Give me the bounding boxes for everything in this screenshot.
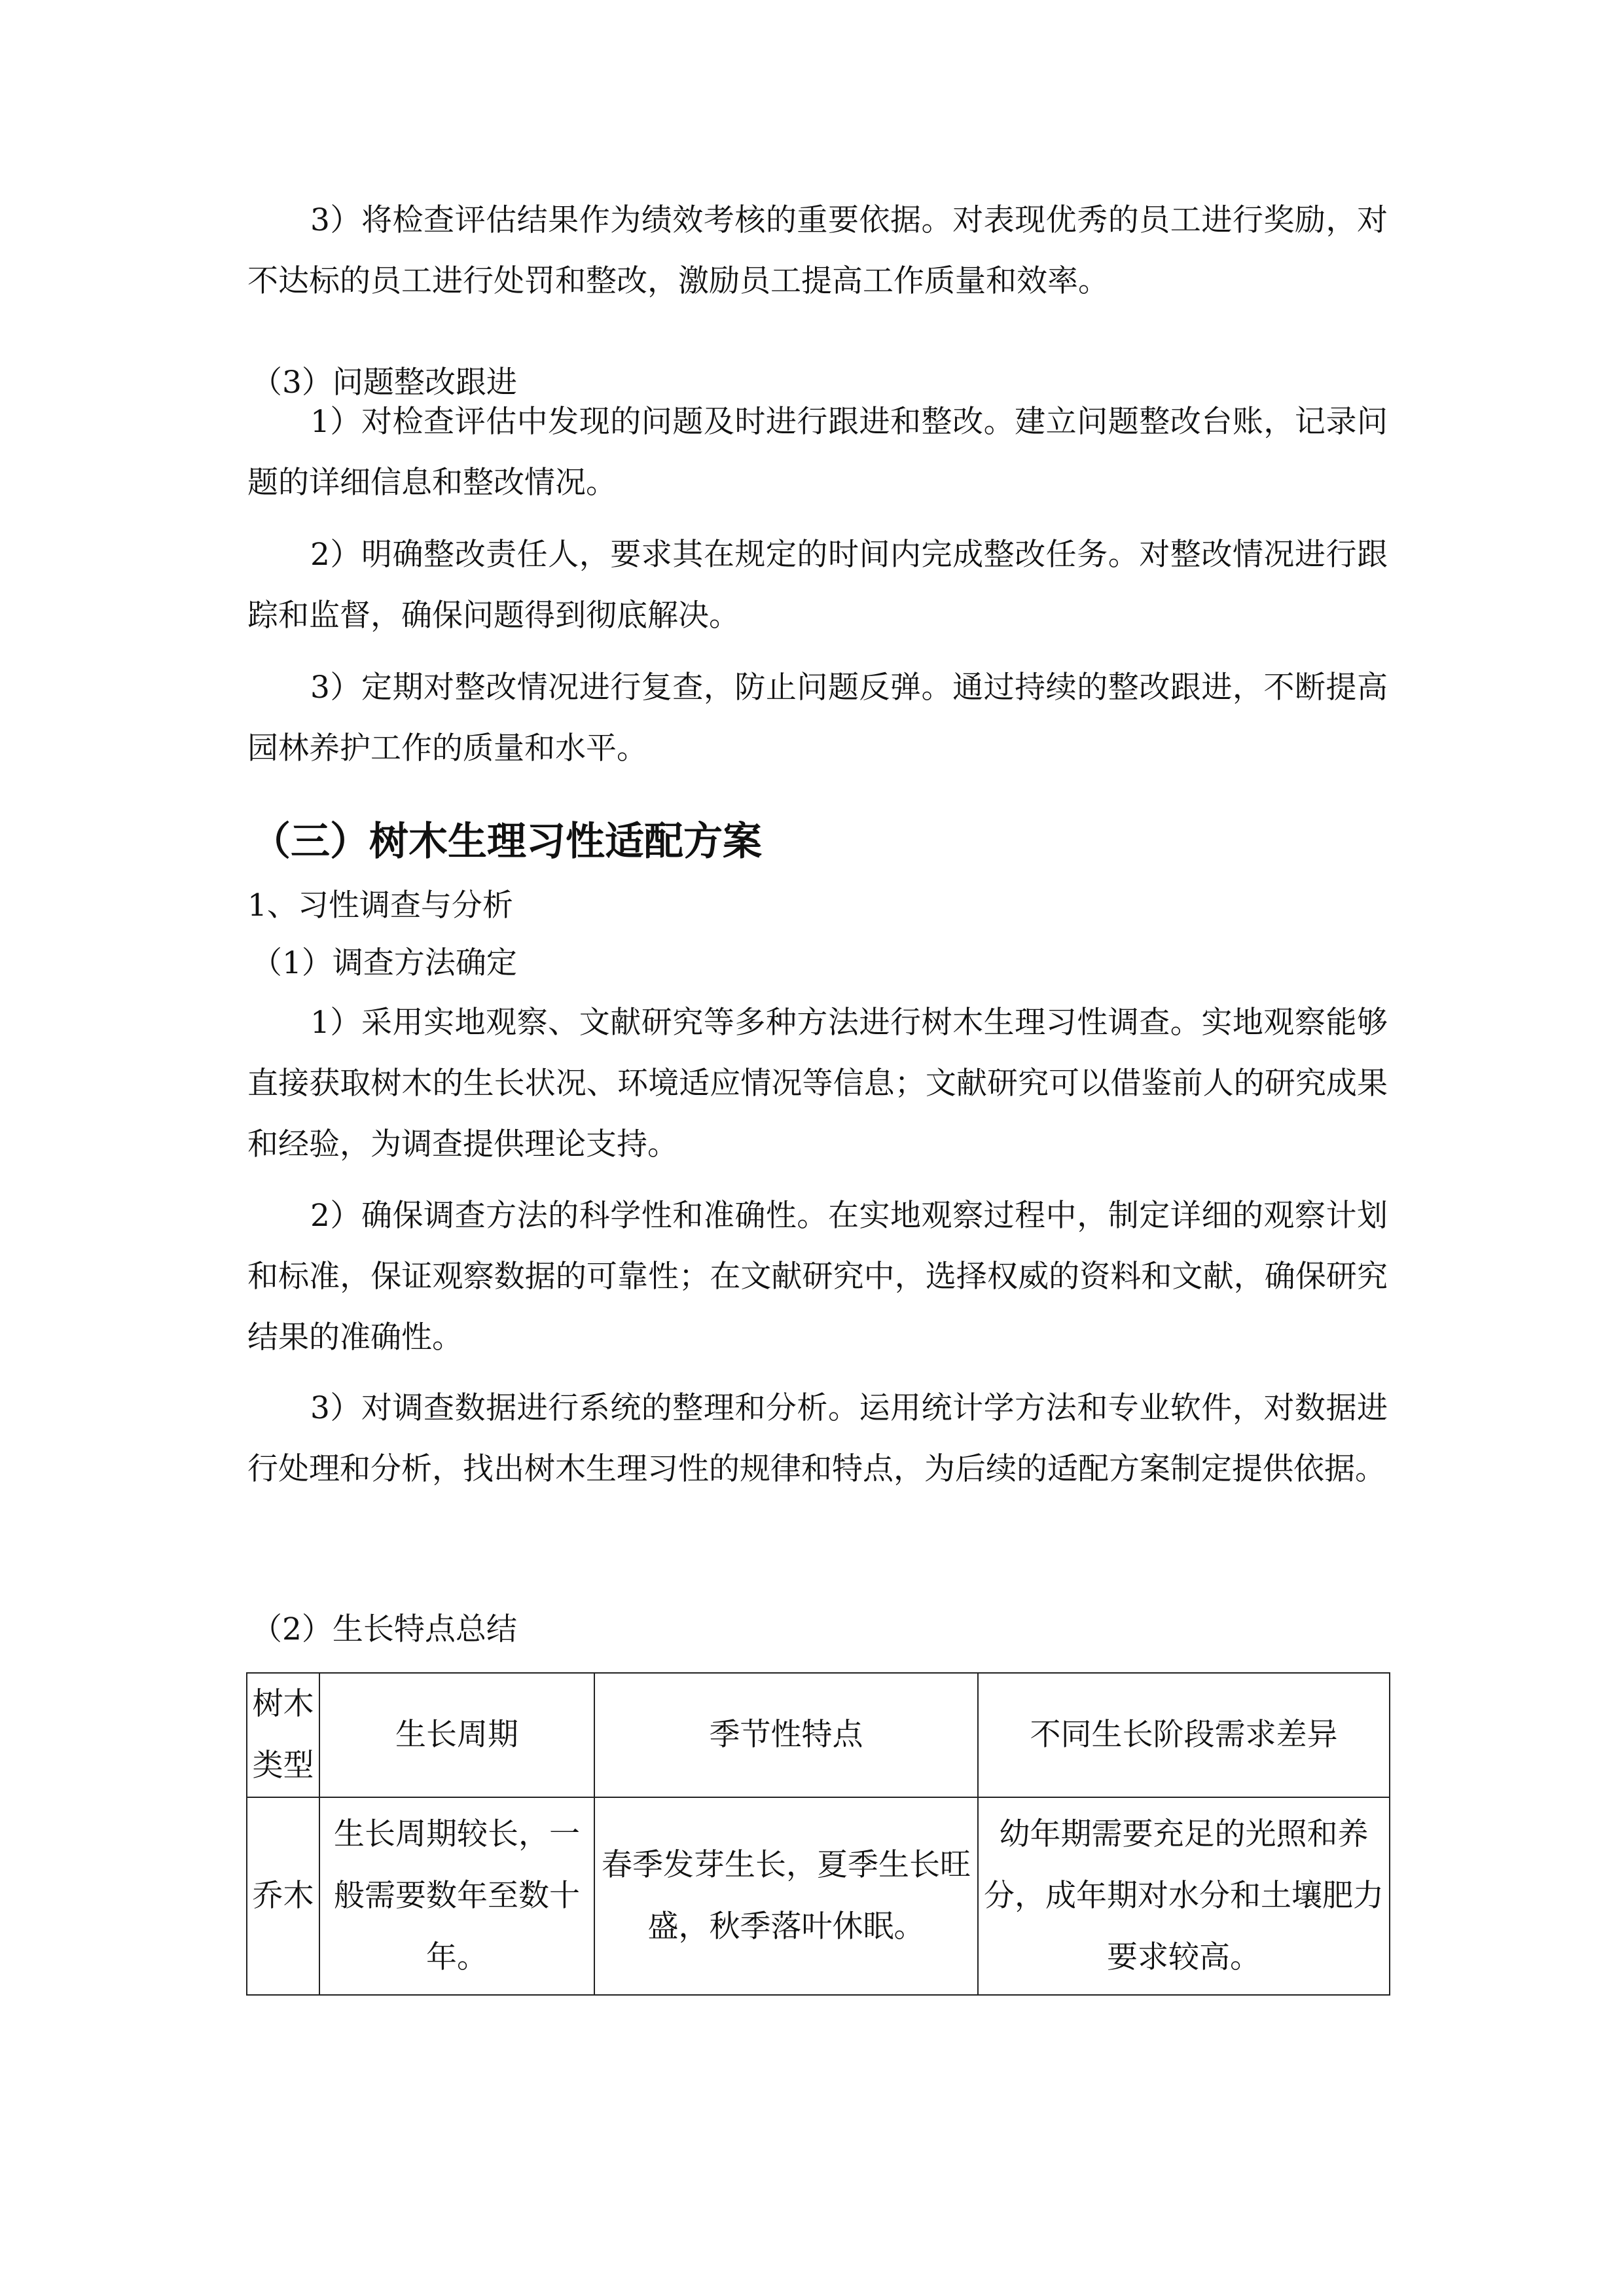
- paragraph-rectification-3: 3）定期对整改情况进行复查，防止问题反弹。通过持续的整改跟进，不断提高园林养护工作的质量和水平。: [247, 670, 1388, 766]
- section-heading-rectification-followup: （3）问题整改跟进: [251, 365, 517, 401]
- section-heading-growth-summary: （2）生长特点总结: [251, 1611, 517, 1647]
- header-growth-cycle: 生长周期: [319, 1673, 594, 1797]
- section-heading-habit-survey: 1、习性调查与分析: [247, 888, 513, 924]
- header-seasonal-features: 季节性特点: [594, 1673, 978, 1797]
- chapter-heading-tree-habits: （三）树木生理习性适配方案: [251, 819, 762, 865]
- paragraph-rectification-2: 2）明确整改责任人，要求其在规定的时间内完成整改任务。对整改情况进行跟踪和监督，确保问题得到彻底解决。: [247, 537, 1388, 634]
- paragraph-survey-method-1: 1）采用实地观察、文献研究等多种方法进行树木生理习性调查。实地观察能够直接获取树木的生长状况、环境适应情况等信息；文献研究可以借鉴前人的研究成果和经验，为调查提供理论支持。: [247, 1005, 1388, 1162]
- table-header-row: [247, 1673, 1390, 1797]
- paragraph-survey-method-3: 3）对调查数据进行系统的整理和分析。运用统计学方法和专业软件，对数据进行处理和分析，找出树木生理习性的规律和特点，为后续的适配方案制定提供依据。: [247, 1390, 1388, 1487]
- table-row: [247, 1797, 1390, 1995]
- cell-growth-cycle: 生长周期较长，一般需要数年至数十年。: [319, 1797, 594, 1995]
- section-heading-survey-method: （1）调查方法确定: [251, 945, 517, 981]
- cell-seasonal-features: 春季发芽生长，夏季生长旺盛，秋季落叶休眠。: [594, 1797, 978, 1995]
- paragraph-evaluation-results: 3）将检查评估结果作为绩效考核的重要依据。对表现优秀的员工进行奖励，对不达标的员工进行处罚和整改，激励员工提高工作质量和效率。: [247, 202, 1388, 299]
- cell-stage-needs: 幼年期需要充足的光照和养分，成年期对水分和土壤肥力要求较高。: [978, 1797, 1390, 1995]
- header-stage-needs: 不同生长阶段需求差异: [978, 1673, 1390, 1797]
- paragraph-survey-method-2: 2）确保调查方法的科学性和准确性。在实地观察过程中，制定详细的观察计划和标准，保证观察数据的可靠性；在文献研究中，选择权威的资料和文献，确保研究结果的准确性。: [247, 1198, 1388, 1355]
- header-tree-type: 树木类型: [247, 1673, 319, 1797]
- cell-tree-type: 乔木: [247, 1797, 319, 1995]
- paragraph-rectification-1: 1）对检查评估中发现的问题及时进行跟进和整改。建立问题整改台账，记录问题的详细信息和整改情况。: [247, 404, 1388, 501]
- growth-characteristics-table: [246, 1672, 1390, 1996]
